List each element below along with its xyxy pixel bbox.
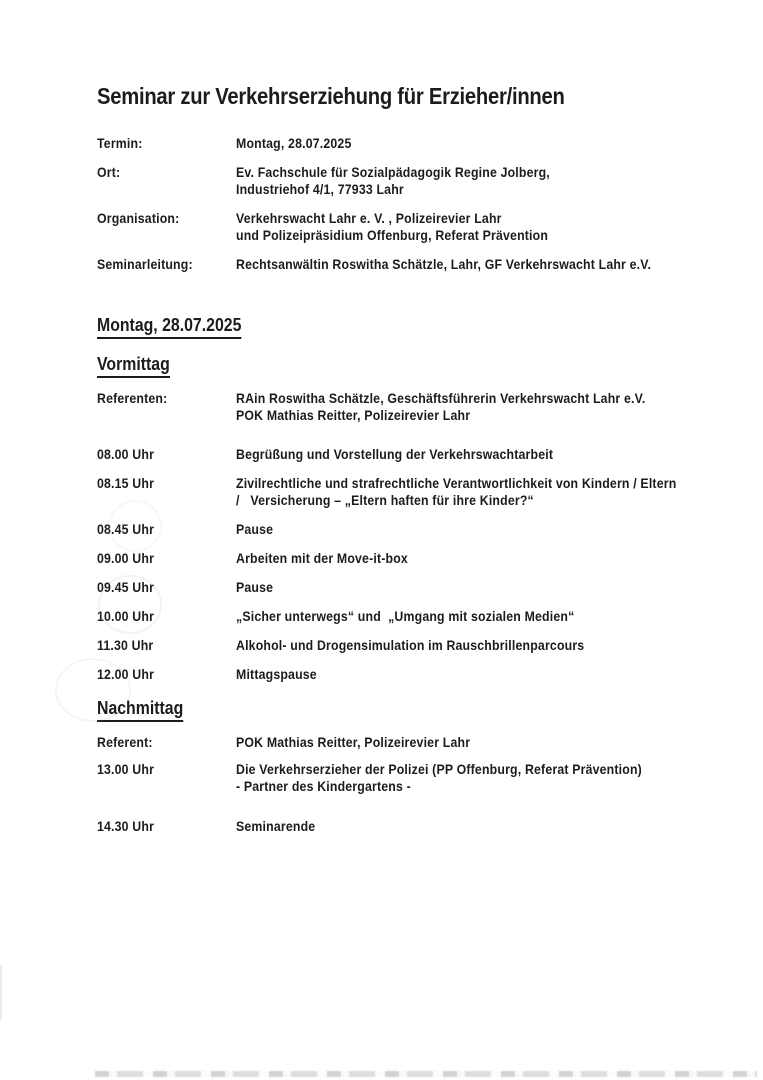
item-description-line-text: Seminarende [236, 818, 316, 834]
schedule-item [97, 761, 733, 795]
info-row [97, 135, 733, 152]
item-description [236, 608, 733, 625]
item-description-line-text: Pause [236, 521, 274, 537]
scan-smudge [98, 575, 162, 634]
info-row [97, 164, 733, 198]
scan-edge-artifact [0, 965, 2, 1020]
section-nachmittag [97, 697, 733, 835]
info-value-line [236, 210, 733, 227]
item-description [236, 818, 733, 835]
item-time [97, 446, 236, 463]
info-value-line-text: Rechtsanwältin Roswitha Schätzle, Lahr, GF Verkehrswacht Lahr e.V. [236, 256, 652, 272]
scan-smudge [108, 500, 162, 552]
item-description-line-text: Begrüßung und Vorstellung der Verkehrswachtarbeit [236, 446, 554, 462]
info-value-line [236, 164, 733, 181]
day-heading-text: Montag, 28.07.2025 [97, 314, 241, 339]
item-description-line-text: Mittagspause [236, 666, 317, 682]
info-value [236, 164, 733, 198]
item-time [97, 637, 236, 654]
item-time [97, 818, 236, 835]
item-description-line [236, 666, 733, 683]
referees-label [97, 390, 236, 424]
item-time [97, 761, 236, 795]
item-description [236, 475, 733, 509]
document-title-text: Seminar zur Verkehrserziehung für Erzieher/innen [97, 83, 565, 109]
item-description-line [236, 521, 733, 538]
item-description-line [236, 446, 733, 463]
section-heading [97, 353, 733, 378]
schedule-item [97, 666, 733, 683]
referees-value-line-text: RAin Roswitha Schätzle, Geschäftsführerin Verkehrswacht Lahr e.V. [236, 390, 646, 406]
info-value-line [236, 227, 733, 244]
item-description-line [236, 608, 733, 625]
item-description [236, 666, 733, 683]
item-description-line [236, 579, 733, 596]
item-description-line [236, 550, 733, 567]
item-description [236, 761, 733, 795]
item-time-text: 08.15 Uhr [97, 475, 155, 491]
item-description-line-text: Pause [236, 579, 274, 595]
info-value-line [236, 135, 733, 152]
item-description [236, 446, 733, 463]
info-label [97, 256, 236, 273]
referees-row [97, 390, 733, 424]
item-description [236, 550, 733, 567]
item-time-text: 09.00 Uhr [97, 550, 155, 566]
info-value [236, 210, 733, 244]
info-list [97, 135, 733, 273]
item-description-line-text: „Sicher unterwegs“ und „Umgang mit sozialen Medien“ [236, 608, 575, 624]
info-label [97, 210, 236, 244]
info-label [97, 135, 236, 152]
info-value-line [236, 256, 733, 273]
info-label-text: Termin: [97, 135, 143, 151]
item-description-line [236, 761, 733, 778]
item-description [236, 637, 733, 654]
referees-value-line-text: POK Mathias Reitter, Polizeirevier Lahr [236, 734, 471, 750]
item-description-line [236, 818, 733, 835]
referees-value-line [236, 390, 733, 407]
item-description-line [236, 492, 733, 509]
referees-label-text: Referent: [97, 734, 153, 750]
info-value-line [236, 181, 733, 198]
info-row [97, 256, 733, 273]
section-heading-text: Nachmittag [97, 697, 183, 722]
item-description-line-text: - Partner des Kindergartens - [236, 778, 411, 794]
item-description [236, 521, 733, 538]
info-label-text: Organisation: [97, 210, 180, 226]
item-time-text: 14.30 Uhr [97, 818, 155, 834]
item-description-line-text: Arbeiten mit der Move-it-box [236, 550, 408, 566]
referees-label [97, 734, 236, 751]
item-time-text: 08.45 Uhr [97, 521, 155, 537]
section-heading [97, 697, 733, 722]
schedule-item [97, 521, 733, 538]
document-title [97, 84, 733, 108]
item-description-line [236, 475, 733, 492]
day-heading [97, 314, 733, 339]
info-value-line-text: Ev. Fachschule für Sozialpädagogik Regine Jolberg, [236, 164, 550, 180]
item-time-text: 10.00 Uhr [97, 608, 155, 624]
info-value-line-text: und Polizeipräsidium Offenburg, Referat Prävention [236, 227, 549, 243]
schedule-item [97, 579, 733, 596]
schedule-item [97, 446, 733, 463]
schedule-item [97, 818, 733, 835]
item-time [97, 550, 236, 567]
item-time [97, 475, 236, 509]
schedule-item [97, 550, 733, 567]
referees-label-text: Referenten: [97, 390, 168, 406]
referees-value [236, 390, 733, 424]
info-value-line-text: Montag, 28.07.2025 [236, 135, 352, 151]
item-description-line [236, 778, 733, 795]
item-description-line [236, 637, 733, 654]
info-label [97, 164, 236, 198]
item-description-line-text: / Versicherung – „Eltern haften für ihre Kinder?“ [236, 492, 534, 508]
schedule-item [97, 608, 733, 625]
info-value [236, 135, 733, 152]
info-value-line-text: Verkehrswacht Lahr e. V. , Polizeirevier Lahr [236, 210, 502, 226]
item-description [236, 579, 733, 596]
schedule-item [97, 475, 733, 509]
info-value-line-text: Industriehof 4/1, 77933 Lahr [236, 181, 404, 197]
section-vormittag [97, 353, 733, 683]
item-time-text: 12.00 Uhr [97, 666, 155, 682]
schedule-sections [97, 353, 733, 835]
item-description-line-text: Alkohol- und Drogensimulation im Rauschbrillenparcours [236, 637, 585, 653]
info-label-text: Ort: [97, 164, 121, 180]
info-value [236, 256, 733, 273]
scan-smudge [55, 658, 131, 722]
referees-value-line [236, 407, 733, 424]
item-time-text: 08.00 Uhr [97, 446, 155, 462]
item-description-line-text: Die Verkehrserzieher der Polizei (PP Offenburg, Referat Prävention) [236, 761, 642, 777]
schedule-item [97, 637, 733, 654]
item-time-text: 09.45 Uhr [97, 579, 155, 595]
referees-value-line [236, 734, 733, 751]
scan-artifact-band [95, 1071, 757, 1077]
info-row [97, 210, 733, 244]
item-description-line-text: Zivilrechtliche und strafrechtliche Verantwortlichkeit von Kindern / Eltern [236, 475, 677, 491]
info-label-text: Seminarleitung: [97, 256, 193, 272]
item-time-text: 11.30 Uhr [97, 637, 154, 653]
referees-value [236, 734, 733, 751]
section-heading-text: Vormittag [97, 353, 170, 378]
referees-row [97, 734, 733, 751]
referees-value-line-text: POK Mathias Reitter, Polizeirevier Lahr [236, 407, 471, 423]
item-time-text: 13.00 Uhr [97, 761, 155, 777]
